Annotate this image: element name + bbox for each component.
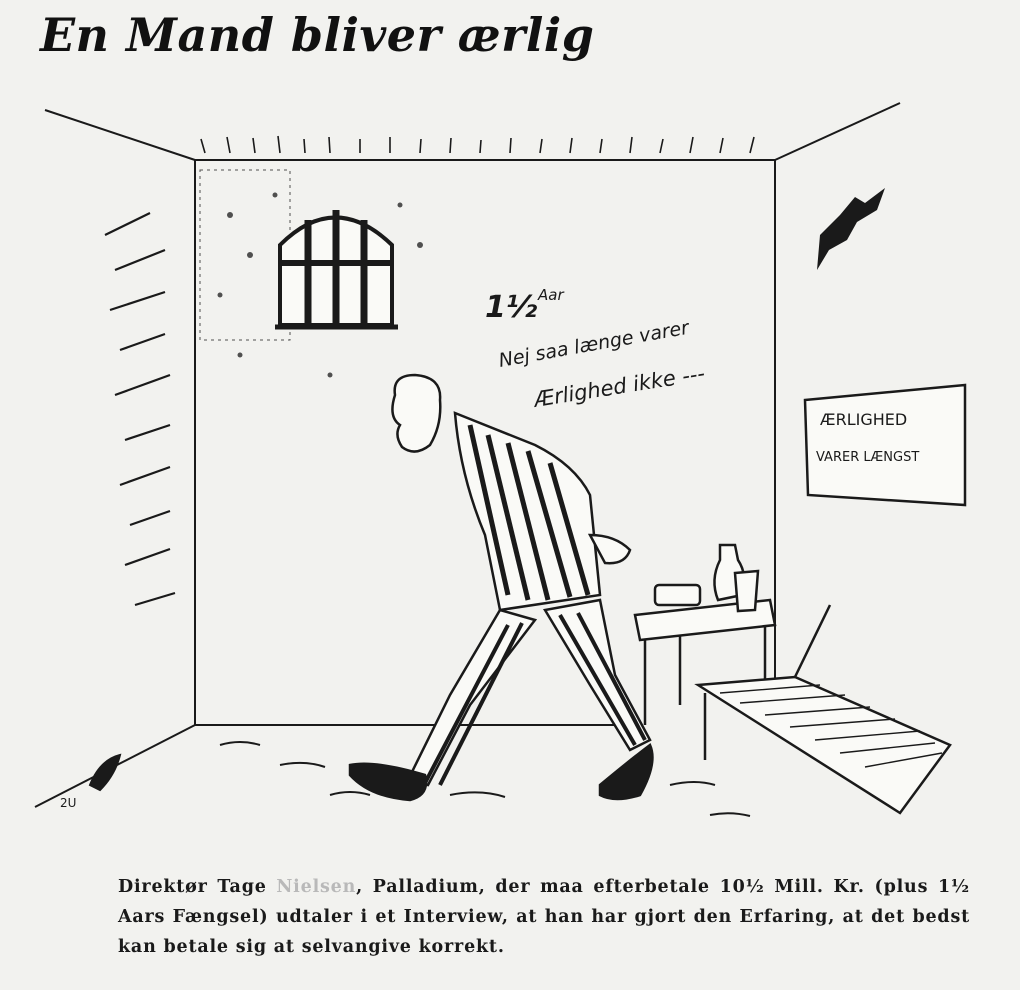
barred-window — [275, 210, 398, 327]
artist-signature: 2U — [60, 796, 77, 810]
prisoner-figure — [350, 375, 652, 800]
headline: En Mand bliver ærlig — [40, 8, 595, 62]
caption — [118, 872, 970, 962]
speech-line-2: Ærlighed ikke --- — [532, 361, 707, 412]
caption-part-2: , Palladium, der maa efterbetale 10½ Mill. Kr. (plus 1½ Aars Fængsel) udtaler i et Interview, at han har gjort den Erfaring, at det bedst kan betale sig at selvangive korrekt. — [118, 877, 970, 957]
speech-line-1: Nej saa længe varer — [497, 316, 691, 372]
bench — [698, 605, 950, 813]
cartoon-illustration — [30, 95, 980, 845]
caption-faded-name: Nielsen — [276, 877, 357, 897]
speech-fraction: 1½ — [485, 290, 537, 325]
wall-sign — [805, 385, 965, 505]
speech-fraction-unit: Aar — [538, 286, 564, 304]
caption-part-1: Direktør Tage — [118, 877, 277, 897]
wall-crack — [817, 188, 885, 270]
sign-line-1: ÆRLIGHED — [820, 410, 908, 429]
sign-line-2: VARER LÆNGST — [816, 450, 920, 465]
